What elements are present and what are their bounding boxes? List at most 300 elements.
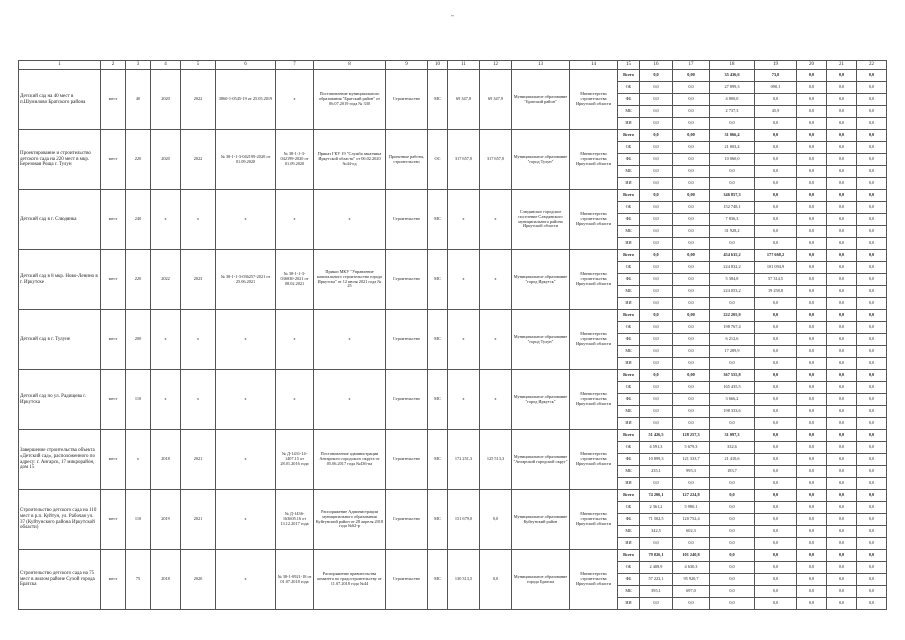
amount-cell: 0,0 <box>640 394 673 406</box>
amount-cell: 2 361,2 <box>640 502 673 514</box>
table-cell: Муниципальное образование Куйтунский район <box>512 490 570 550</box>
amount-cell: 3 666,2 <box>710 394 755 406</box>
amount-cell: 165 435,5 <box>710 382 755 394</box>
amount-cell: 0,0 <box>827 478 857 490</box>
table-cell: Строительство <box>386 190 428 250</box>
amount-cell: 177 668,2 <box>755 250 797 262</box>
budget-source-cell: МБ <box>618 586 640 598</box>
amount-cell: 0,0 <box>827 538 857 550</box>
amount-cell: 0,0 <box>827 70 857 82</box>
amount-cell: 0,0 <box>827 298 857 310</box>
amount-cell: 0,0 <box>857 370 887 382</box>
amount-cell: 0,0 <box>755 394 797 406</box>
table-cell: х <box>480 250 512 310</box>
table-cell: х <box>448 310 480 370</box>
amount-cell: 101 094,9 <box>755 262 797 274</box>
construction-table <box>18 60 887 610</box>
amount-cell: 79 026,1 <box>640 550 673 562</box>
amount-cell: 0,0 <box>857 490 887 502</box>
amount-cell: 0,0 <box>827 286 857 298</box>
table-row <box>19 490 887 502</box>
amount-cell: 0,0 <box>857 142 887 154</box>
amount-cell: 0,0 <box>827 226 857 238</box>
amount-cell: 0,0 <box>797 286 827 298</box>
amount-cell: 0,0 <box>827 466 857 478</box>
amount-cell: 0,0 <box>857 238 887 250</box>
table-cell: Министерство строительства Иркутской области <box>570 70 618 130</box>
amount-cell: 183,7 <box>710 466 755 478</box>
table-cell: х <box>181 310 216 370</box>
amount-cell: 342,5 <box>640 526 673 538</box>
amount-cell: 0,0 <box>640 382 673 394</box>
amount-cell: 0,0 <box>755 406 797 418</box>
amount-cell: 0,0 <box>755 526 797 538</box>
amount-cell: 0,0 <box>797 466 827 478</box>
table-cell: х <box>314 190 386 250</box>
budget-source-cell: Всего <box>618 130 640 142</box>
table-cell: 0,0 <box>480 490 512 550</box>
amount-cell: 0,0 <box>797 250 827 262</box>
amount-cell: 0,0 <box>857 178 887 190</box>
amount-cell: 0,0 <box>797 106 827 118</box>
amount-cell: 0,0 <box>797 586 827 598</box>
amount-cell: 367 555,8 <box>710 370 755 382</box>
table-cell: 69 347,8 <box>448 70 480 130</box>
amount-cell: 0,00 <box>673 130 710 142</box>
amount-cell: 95 920,7 <box>673 574 710 586</box>
amount-cell: 0,0 <box>710 574 755 586</box>
amount-cell: 0,0 <box>710 166 755 178</box>
amount-cell: 0,0 <box>827 382 857 394</box>
table-cell: МС <box>428 250 448 310</box>
table-row <box>19 550 887 562</box>
amount-cell: 0,0 <box>827 490 857 502</box>
amount-cell: 0,0 <box>673 118 710 130</box>
amount-cell: 0,0 <box>640 538 673 550</box>
table-cell: 75 <box>126 550 151 610</box>
amount-cell: 0,0 <box>710 118 755 130</box>
budget-source-cell: МБ <box>618 346 640 358</box>
column-number: 14 <box>570 61 618 70</box>
budget-source-cell: МБ <box>618 226 640 238</box>
amount-cell: 0,0 <box>640 406 673 418</box>
table-cell: Строительство <box>386 490 428 550</box>
table-row <box>19 250 887 262</box>
table-cell: 2022 <box>181 70 216 130</box>
amount-cell: 0,0 <box>640 118 673 130</box>
amount-cell: 0,0 <box>857 298 887 310</box>
amount-cell: 0,0 <box>640 214 673 226</box>
budget-source-cell: Всего <box>618 430 640 442</box>
amount-cell: 0,0 <box>673 598 710 610</box>
budget-source-cell: ФБ <box>618 334 640 346</box>
amount-cell: 0,0 <box>857 586 887 598</box>
amount-cell: 0,0 <box>857 154 887 166</box>
column-number: 11 <box>448 61 480 70</box>
amount-cell: 0,0 <box>857 466 887 478</box>
table-cell: Строительство <box>386 430 428 490</box>
amount-cell: 0,0 <box>673 394 710 406</box>
table-cell: Приказ ГКУ 19 "Служба заказчика Иркутской области" от 06.02.2020 №44-од <box>314 130 386 190</box>
amount-cell: 454 635,2 <box>710 250 755 262</box>
amount-cell: 0,0 <box>673 286 710 298</box>
amount-cell: 0,00 <box>673 250 710 262</box>
amount-cell: 0,0 <box>827 178 857 190</box>
budget-source-cell: МБ <box>618 286 640 298</box>
amount-cell: 0,0 <box>640 358 673 370</box>
table-cell: Министерство строительства Иркутской области <box>570 490 618 550</box>
column-number-row <box>19 61 887 70</box>
amount-cell: 0,0 <box>755 310 797 322</box>
table-cell: 40 <box>126 70 151 130</box>
amount-cell: 0,0 <box>857 574 887 586</box>
object-name-cell: Детский сад по ул. Радищева г. Иркутска <box>19 370 101 430</box>
table-cell: мест <box>101 370 126 430</box>
budget-source-cell: ИИ <box>618 358 640 370</box>
amount-cell: 222 205,9 <box>710 310 755 322</box>
amount-cell: 395,1 <box>640 586 673 598</box>
table-cell: Строительство <box>386 70 428 130</box>
amount-cell: 51 426,5 <box>640 430 673 442</box>
amount-cell: 0,0 <box>710 526 755 538</box>
table-cell: 2020 <box>151 130 181 190</box>
amount-cell: 0,0 <box>827 190 857 202</box>
amount-cell: 0,0 <box>797 382 827 394</box>
amount-cell: 0,0 <box>857 382 887 394</box>
amount-cell: 0,0 <box>827 82 857 94</box>
amount-cell: 17 289,9 <box>710 346 755 358</box>
table-cell: 240 <box>126 190 151 250</box>
amount-cell: 31 097,3 <box>710 430 755 442</box>
amount-cell: 0,0 <box>857 202 887 214</box>
amount-cell: 0,0 <box>797 550 827 562</box>
column-number: 4 <box>151 61 181 70</box>
budget-source-cell: ФБ <box>618 574 640 586</box>
amount-cell: 0,0 <box>755 346 797 358</box>
amount-cell: 0,0 <box>755 190 797 202</box>
column-number: 19 <box>755 61 797 70</box>
amount-cell: 101 240,8 <box>673 550 710 562</box>
amount-cell: 0,0 <box>640 70 673 82</box>
table-cell: мест <box>101 70 126 130</box>
amount-cell: 0,0 <box>710 598 755 610</box>
amount-cell: 0,0 <box>797 562 827 574</box>
amount-cell: 0,0 <box>857 106 887 118</box>
table-cell: мест <box>101 490 126 550</box>
amount-cell: 0,0 <box>640 346 673 358</box>
amount-cell: 0,0 <box>857 70 887 82</box>
amount-cell: 0,0 <box>673 538 710 550</box>
table-cell: МС <box>428 70 448 130</box>
amount-cell: 0,0 <box>827 562 857 574</box>
table-cell: № 38-1-0921-18 от 01.07.2018 года <box>276 550 314 610</box>
object-name-cell: Детский сад в г. Тулуне <box>19 310 101 370</box>
amount-cell: 0,0 <box>797 322 827 334</box>
table-cell: Распоряжение Администрации муниципального образования Куйтунский район от 28 апреля 2018 года №62-р <box>314 490 386 550</box>
object-name-cell: Строительство детского сада на 75 мест в жилом районе Сухой города Братска <box>19 550 101 610</box>
budget-source-cell: Всего <box>618 250 640 262</box>
amount-cell: 0,0 <box>797 490 827 502</box>
amount-cell: 27 899,3 <box>710 82 755 94</box>
amount-cell: 0,0 <box>797 130 827 142</box>
amount-cell: 0,0 <box>710 538 755 550</box>
table-cell: х <box>448 250 480 310</box>
amount-cell: 346 857,3 <box>710 190 755 202</box>
amount-cell: 0,0 <box>857 430 887 442</box>
amount-cell: 73,0 <box>755 70 797 82</box>
table-cell: х <box>151 190 181 250</box>
amount-cell: 0,0 <box>755 454 797 466</box>
amount-cell: 0,0 <box>640 310 673 322</box>
amount-cell: 0,0 <box>797 538 827 550</box>
amount-cell: 0,0 <box>797 454 827 466</box>
amount-cell: 0,0 <box>827 586 857 598</box>
amount-cell: 0,0 <box>857 526 887 538</box>
table-cell: х <box>216 550 276 610</box>
amount-cell: 0,0 <box>755 238 797 250</box>
amount-cell: 0,0 <box>797 394 827 406</box>
amount-cell: 0,0 <box>857 82 887 94</box>
amount-cell: 0,0 <box>755 502 797 514</box>
amount-cell: 0,0 <box>797 82 827 94</box>
budget-source-cell: ФБ <box>618 154 640 166</box>
amount-cell: 0,0 <box>640 478 673 490</box>
table-cell: Слюдянское городское поселение Слюдянского муниципального района Иркутской области <box>512 190 570 250</box>
amount-cell: 5 679,3 <box>673 442 710 454</box>
table-cell: 220 <box>126 130 151 190</box>
amount-cell: 21 410,6 <box>710 454 755 466</box>
amount-cell: 0,0 <box>827 142 857 154</box>
budget-source-cell: ОБ <box>618 142 640 154</box>
amount-cell: 0,0 <box>755 382 797 394</box>
amount-cell: 0,0 <box>755 202 797 214</box>
object-name-cell: Детский сад на 40 мест в п.Шумилово Братского района <box>19 70 101 130</box>
column-number: 5 <box>181 61 216 70</box>
budget-source-cell: ОБ <box>618 502 640 514</box>
table-cell: Постановление муниципального образования "Братский район" от 06.07.2019 года № 330 <box>314 70 386 130</box>
column-number: 9 <box>386 61 428 70</box>
amount-cell: 0,0 <box>755 358 797 370</box>
table-cell: 220 <box>126 250 151 310</box>
table-cell: Распоряжение правительства комитета по градостроительству от 11.07.2018 года №44 <box>314 550 386 610</box>
amount-cell: 0,0 <box>710 298 755 310</box>
column-number: 12 <box>480 61 512 70</box>
amount-cell: 128 257,3 <box>673 430 710 442</box>
amount-cell: 0,0 <box>755 514 797 526</box>
amount-cell: 0,0 <box>640 130 673 142</box>
amount-cell: 0,0 <box>710 490 755 502</box>
amount-cell: 0,0 <box>673 346 710 358</box>
amount-cell: 0,0 <box>857 334 887 346</box>
column-number: 21 <box>827 61 857 70</box>
amount-cell: 0,0 <box>640 226 673 238</box>
table-cell: Строительство <box>386 250 428 310</box>
amount-cell: 127 224,8 <box>673 490 710 502</box>
amount-cell: 0,0 <box>797 154 827 166</box>
amount-cell: 0,00 <box>673 310 710 322</box>
table-cell: 125 513,3 <box>480 430 512 490</box>
amount-cell: 0,0 <box>755 490 797 502</box>
amount-cell: 31 066,4 <box>710 130 755 142</box>
amount-cell: 0,0 <box>857 250 887 262</box>
amount-cell: 0,0 <box>640 142 673 154</box>
amount-cell: 0,0 <box>827 130 857 142</box>
amount-cell: 0,0 <box>857 454 887 466</box>
amount-cell: 0,0 <box>857 94 887 106</box>
amount-cell: 0,0 <box>857 310 887 322</box>
table-cell: х <box>216 310 276 370</box>
amount-cell: 0,00 <box>673 370 710 382</box>
table-cell: 110 <box>126 490 151 550</box>
amount-cell: 2 408,9 <box>640 562 673 574</box>
amount-cell: 235,1 <box>640 466 673 478</box>
amount-cell: 0,0 <box>640 202 673 214</box>
amount-cell: 0,0 <box>827 310 857 322</box>
amount-cell: 71 502,5 <box>640 514 673 526</box>
table-cell: 2019 <box>151 490 181 550</box>
amount-cell: 0,0 <box>827 154 857 166</box>
table-cell: МС <box>428 490 448 550</box>
amount-cell: 0,0 <box>797 442 827 454</box>
amount-cell: 0,0 <box>857 514 887 526</box>
amount-cell: 0,0 <box>640 178 673 190</box>
amount-cell: 0,0 <box>755 478 797 490</box>
amount-cell: 0,0 <box>755 550 797 562</box>
column-number: 3 <box>126 61 151 70</box>
amount-cell: 0,0 <box>797 70 827 82</box>
amount-cell: 0,0 <box>857 550 887 562</box>
table-cell: 2022 <box>181 130 216 190</box>
table-cell: Министерство строительства Иркутской области <box>570 370 618 430</box>
table-cell: Приказ МКУ "Управление капитального строительства города Иркутска" от 12 июля 2021 года № 25 <box>314 250 386 310</box>
amount-cell: 0,0 <box>673 262 710 274</box>
table-cell: Министерство строительства Иркутской области <box>570 190 618 250</box>
table-cell: х <box>181 370 216 430</box>
amount-cell: 0,0 <box>797 334 827 346</box>
table-cell: МС <box>428 310 448 370</box>
amount-cell: 0,0 <box>673 406 710 418</box>
amount-cell: 0,0 <box>857 538 887 550</box>
amount-cell: 0,0 <box>827 502 857 514</box>
table-row <box>19 370 887 382</box>
table-cell: № 38-1-1-3-036830-2021 от 08.02.2021 <box>276 250 314 310</box>
amount-cell: 0,0 <box>797 298 827 310</box>
amount-cell: 31 928,2 <box>710 226 755 238</box>
amount-cell: 0,0 <box>857 130 887 142</box>
amount-cell: 0,0 <box>857 346 887 358</box>
amount-cell: 0,0 <box>797 202 827 214</box>
amount-cell: 0,0 <box>673 298 710 310</box>
amount-cell: 0,0 <box>673 202 710 214</box>
amount-cell: 0,0 <box>797 178 827 190</box>
amount-cell: 0,0 <box>857 190 887 202</box>
table-cell: Муниципальное образование "город Иркутск" <box>512 370 570 430</box>
budget-source-cell: ИИ <box>618 478 640 490</box>
amount-cell: 0,0 <box>710 514 755 526</box>
table-cell: х <box>216 370 276 430</box>
budget-source-cell: ФБ <box>618 394 640 406</box>
table-cell: 2018 <box>151 550 181 610</box>
amount-cell: 0,0 <box>710 550 755 562</box>
amount-cell: 0,0 <box>640 250 673 262</box>
table-cell: х <box>276 70 314 130</box>
table-cell: х <box>448 190 480 250</box>
table-cell: х <box>126 430 151 490</box>
column-number: 2 <box>101 61 126 70</box>
amount-cell: 0,0 <box>797 514 827 526</box>
budget-source-cell: ФБ <box>618 94 640 106</box>
table-cell: 110 <box>126 370 151 430</box>
amount-cell: 7 836,3 <box>710 214 755 226</box>
object-name-cell: Детский сад в 8 мкр. Ново-Ленино в г. Иркутске <box>19 250 101 310</box>
amount-cell: 0,0 <box>755 322 797 334</box>
amount-cell: 0,0 <box>710 358 755 370</box>
table-cell: Муниципальное образование "город Иркутск" <box>512 250 570 310</box>
table-cell: мест <box>101 130 126 190</box>
table-cell: № 38-1-1-3-042199-2020 от 01.09.2020 <box>276 130 314 190</box>
table-cell: 151 679,0 <box>448 490 480 550</box>
amount-cell: 0,0 <box>857 394 887 406</box>
amount-cell: 0,0 <box>640 598 673 610</box>
amount-cell: 0,0 <box>640 286 673 298</box>
table-cell: ОС <box>428 130 448 190</box>
table-cell: мест <box>101 190 126 250</box>
amount-cell: 0,0 <box>857 118 887 130</box>
table-cell: 3860-1-0545-19 от 25.05.2019 <box>216 70 276 130</box>
amount-cell: 0,0 <box>857 226 887 238</box>
amount-cell: 0,0 <box>755 214 797 226</box>
amount-cell: 0,0 <box>797 310 827 322</box>
amount-cell: 4 591,3 <box>640 442 673 454</box>
table-cell: Муниципальное образование "город Тулун" <box>512 310 570 370</box>
amount-cell: 0,0 <box>710 478 755 490</box>
amount-cell: 0,0 <box>857 562 887 574</box>
budget-source-cell: МБ <box>618 526 640 538</box>
amount-cell: 0,0 <box>857 274 887 286</box>
amount-cell: 0,0 <box>673 334 710 346</box>
amount-cell: 0,0 <box>827 106 857 118</box>
amount-cell: 0,0 <box>755 586 797 598</box>
amount-cell: 995,3 <box>673 466 710 478</box>
amount-cell: 0,0 <box>755 334 797 346</box>
amount-cell: 0,0 <box>755 418 797 430</box>
amount-cell: 152 748,1 <box>710 202 755 214</box>
object-name-cell: Строительство детского сада на 110 мест в р.п. Куйтун, ул. Рабочая уч. 37 (Куйтунского района Иркутской области) <box>19 490 101 550</box>
table-cell: х <box>276 190 314 250</box>
table-cell: Министерство строительства Иркутской области <box>570 310 618 370</box>
table-cell: 2020 <box>151 70 181 130</box>
column-number: 16 <box>640 61 673 70</box>
amount-cell: 0,0 <box>755 178 797 190</box>
amount-cell: 0,0 <box>827 574 857 586</box>
table-cell: № Д-1436-163605.16 от 13.12.2017 года <box>276 490 314 550</box>
amount-cell: 0,0 <box>827 250 857 262</box>
amount-cell: 45,9 <box>755 106 797 118</box>
amount-cell: 0,0 <box>857 262 887 274</box>
budget-source-cell: ФБ <box>618 454 640 466</box>
budget-source-cell: ФБ <box>618 274 640 286</box>
table-cell: МС <box>428 190 448 250</box>
amount-cell: 0,0 <box>710 562 755 574</box>
amount-cell: 0,0 <box>827 394 857 406</box>
table-cell: 172 251,3 <box>448 430 480 490</box>
column-number: 6 <box>216 61 276 70</box>
amount-cell: 121 333,7 <box>673 454 710 466</box>
amount-cell: 0,0 <box>640 82 673 94</box>
table-cell: 2023 <box>181 250 216 310</box>
budget-source-cell: ИИ <box>618 298 640 310</box>
amount-cell: 0,0 <box>673 166 710 178</box>
